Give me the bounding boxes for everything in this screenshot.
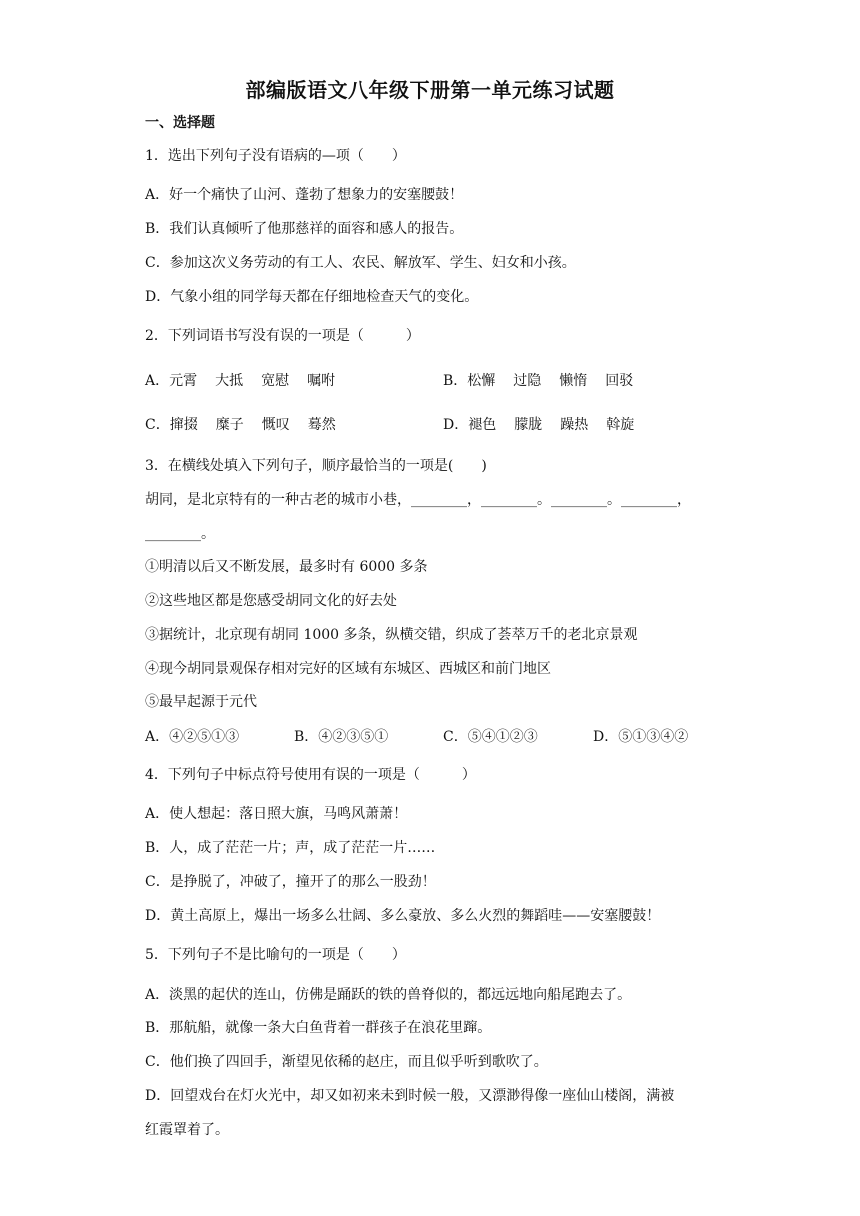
question-5-option-d: D．回望戏台在灯火光中，却又如初来未到时候一般，又漂渺得像一座仙山楼阁，满被 xyxy=(145,1088,675,1104)
option-label: B． xyxy=(443,373,468,389)
question-3-stem: 3．在横线处填入下列句子，顺序最恰当的一项是( ) xyxy=(145,458,487,474)
question-3-sentence-1: ①明清以后又不断发展，最多时有 6000 多条 xyxy=(145,559,428,575)
question-3-option-d: D．⑤①③④② xyxy=(593,729,689,745)
question-4-option-c: C．是挣脱了，冲破了，撞开了的那么一股劲！ xyxy=(145,874,436,890)
option-label: A． xyxy=(145,373,170,389)
option-label: C． xyxy=(145,417,170,433)
question-4-option-b: B．人，成了茫茫一片；声，成了茫茫一片…… xyxy=(145,840,436,856)
word: 松懈 xyxy=(467,373,496,389)
word: 宽慰 xyxy=(261,373,290,389)
question-3-sentence-2: ②这些地区都是您感受胡同文化的好去处 xyxy=(145,593,397,609)
question-1-option-a: A．好一个痛快了山河、蓬勃了想象力的安塞腰鼓！ xyxy=(145,187,464,203)
word: 撺掇 xyxy=(169,417,198,433)
question-3-option-a: A．④②⑤①③ xyxy=(145,729,240,745)
question-2-option-a xyxy=(145,371,353,391)
question-5-option-b: B．那航船，就像一条大白鱼背着一群孩子在浪花里蹿。 xyxy=(145,1020,492,1036)
word: 过隐 xyxy=(513,373,542,389)
word: 褪色 xyxy=(468,417,497,433)
word: 嘱咐 xyxy=(307,373,336,389)
document-title: 部编版语文八年级下册第一单元练习试题 xyxy=(245,78,615,102)
question-2-option-c xyxy=(145,415,354,435)
question-5-option-d-cont: 红霞罩着了。 xyxy=(145,1122,229,1138)
word: 躁热 xyxy=(560,417,589,433)
word: 懒惰 xyxy=(559,373,588,389)
question-4-stem: 4．下列句子中标点符号使用有误的一项是（ ） xyxy=(145,767,476,783)
question-3-option-c: C．⑤④①②③ xyxy=(443,729,538,745)
question-5-option-a: A．淡黑的起伏的连山，仿佛是踊跃的铁的兽脊似的，都远远地向船尾跑去了。 xyxy=(145,987,632,1003)
question-3-option-b: B．④②③⑤① xyxy=(294,729,389,745)
word: 元霄 xyxy=(169,373,198,389)
question-1-option-b: B．我们认真倾听了他那慈祥的面容和感人的报告。 xyxy=(145,221,464,237)
word: 蓦然 xyxy=(307,417,336,433)
question-5-option-c: C．他们换了四回手，渐望见依稀的赵庄，而且似乎听到歌吹了。 xyxy=(145,1054,548,1070)
question-3-passage-cont: ________。 xyxy=(145,526,215,542)
option-label: D． xyxy=(443,417,469,433)
question-4-option-d: D．黄土高原上，爆出一场多么壮阔、多么豪放、多么火烈的舞蹈哇——安塞腰鼓！ xyxy=(145,908,661,924)
question-2-option-b xyxy=(443,371,651,391)
question-5-stem: 5．下列句子不是比喻句的一项是（ ） xyxy=(145,947,406,963)
question-3-sentence-3: ③据统计，北京现有胡同 1000 多条，纵横交错，织成了荟萃万千的老北京景观 xyxy=(145,627,638,643)
question-2-stem: 2．下列词语书写没有误的一项是（ ） xyxy=(145,328,420,344)
word: 慨叹 xyxy=(261,417,290,433)
question-1-stem: 1．选出下列句子没有语病的—项（ ） xyxy=(145,148,406,164)
question-3-sentence-5: ⑤最早起源于元代 xyxy=(145,694,257,710)
word: 回驳 xyxy=(605,373,634,389)
question-2-option-d xyxy=(443,415,652,435)
question-1-option-c: C．参加这次义务劳动的有工人、农民、解放军、学生、妇女和小孩。 xyxy=(145,255,576,271)
question-3-sentence-4: ④现今胡同景观保存相对完好的区域有东城区、西城区和前门地区 xyxy=(145,661,551,677)
question-3-passage: 胡同，是北京特有的一种古老的城市小巷，________，________。________。________， xyxy=(145,492,691,508)
word: 朦胧 xyxy=(514,417,543,433)
word: 斡旋 xyxy=(606,417,635,433)
question-4-option-a: A．使人想起：落日照大旗，马鸣风萧萧！ xyxy=(145,806,408,822)
word: 大抵 xyxy=(215,373,244,389)
question-1-option-d: D．气象小组的同学每天都在仔细地检查天气的变化。 xyxy=(145,289,479,305)
section-heading: 一、选择题 xyxy=(145,115,215,131)
word: 糜子 xyxy=(215,417,244,433)
